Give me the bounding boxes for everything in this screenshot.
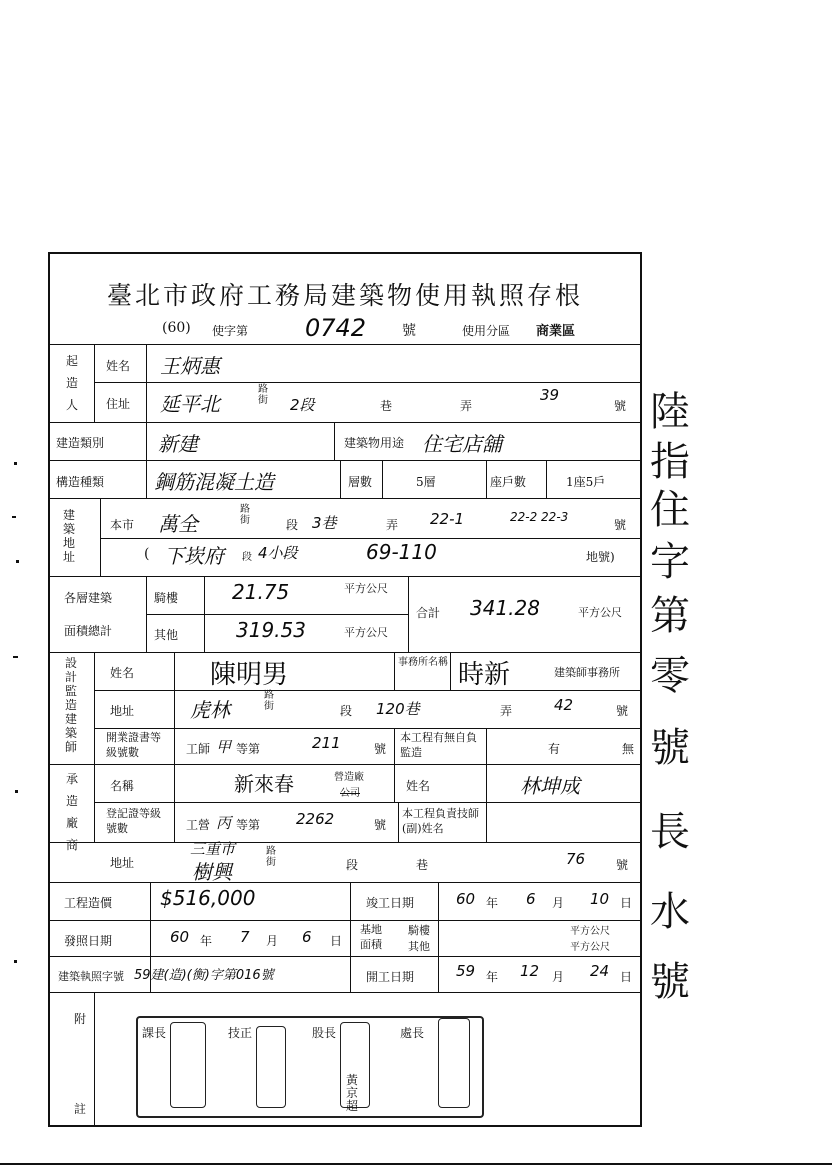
architect-name-value: 陳明男: [210, 660, 289, 690]
use-label: 建築物用途: [344, 436, 405, 450]
seal-stamp: [170, 1022, 206, 1108]
contractor-address-city: 三重市: [190, 840, 236, 858]
rule: [204, 576, 205, 652]
stamp-label-unit-chief: 股長: [312, 1026, 337, 1040]
base-unit-2: 平方公尺: [570, 942, 610, 953]
margin-char: 第: [650, 593, 690, 639]
architect-number: 42: [554, 696, 574, 714]
complete-year: 60: [456, 890, 476, 908]
base-label: 基地面積: [360, 923, 382, 951]
architect-reg-prefix: 工師: [186, 742, 211, 756]
architect-reg-mid: 等第: [236, 742, 261, 756]
rule: [94, 728, 640, 729]
rule: [94, 802, 640, 803]
rule: [50, 652, 640, 653]
units-value: 1座5戶: [566, 475, 606, 489]
rule: [146, 614, 408, 615]
contractor-reg-grade: 丙: [216, 814, 232, 832]
contractor-name-label: 名稱: [110, 779, 135, 793]
rule: [486, 764, 487, 802]
margin-char: 住: [650, 487, 690, 533]
site-land-prefix: (: [144, 546, 150, 562]
scan-speck: [13, 656, 18, 658]
site-road-label: 路街: [240, 504, 250, 526]
applicant-number-label: 號: [614, 399, 627, 413]
start-month: 12: [520, 962, 540, 980]
contractor-address-label: 地址: [110, 856, 135, 870]
rule: [146, 576, 147, 652]
contractor-reg-mid: 等第: [236, 818, 261, 832]
start-year-char: 年: [486, 970, 499, 984]
site-land-number-label: 地號): [586, 550, 615, 564]
rule: [94, 690, 640, 691]
margin-char: 水: [650, 889, 690, 935]
rule: [334, 422, 335, 460]
area-group-label-2: 面積總計: [64, 624, 113, 638]
contractor-name-suffix-2: 公司: [340, 788, 360, 799]
applicant-number: 39: [540, 386, 560, 404]
issue-year: 60: [170, 928, 190, 946]
applicant-duan: 2段: [290, 396, 315, 414]
issue-year-char: 年: [200, 934, 213, 948]
architect-reg-number: 211: [312, 734, 341, 752]
category-value: 新建: [158, 432, 198, 456]
rule: [174, 652, 175, 842]
applicant-name-label: 姓名: [106, 359, 131, 373]
structure-label: 構造種類: [56, 475, 105, 489]
architect-office-label: 事務所名稱: [398, 657, 448, 668]
contractor-person-label: 姓名: [406, 779, 431, 793]
applicant-road-label: 路街: [258, 384, 268, 406]
contractor-group-label: 承造廠商: [65, 772, 78, 852]
rule: [50, 576, 640, 577]
site-land-area: 下崁府: [164, 544, 224, 568]
seal-stamp: [256, 1026, 286, 1108]
rule: [146, 344, 147, 422]
applicant-alley: 弄: [460, 399, 473, 413]
zone-label: 使用分區: [462, 324, 511, 338]
contractor-name-suffix: 營造廠: [334, 772, 364, 783]
site-land-subduan: 4小段: [258, 544, 298, 562]
base-unit-1: 平方公尺: [570, 926, 610, 937]
rule: [394, 652, 395, 690]
issue-day-char: 日: [330, 934, 343, 948]
page-bottom-edge: [0, 1163, 832, 1165]
rule: [486, 460, 487, 498]
issue-month: 7: [240, 928, 250, 946]
issue-label: 發照日期: [64, 934, 113, 948]
architect-office-value: 時新: [458, 660, 511, 690]
area-other-unit: 平方公尺: [344, 626, 388, 639]
margin-char: 陸: [650, 389, 690, 435]
issue-day: 6: [302, 928, 312, 946]
architect-address-label: 地址: [110, 704, 135, 718]
contractor-tech-label: 本工程負責技師(副)姓名: [402, 807, 479, 835]
rule: [50, 882, 640, 883]
contractor-person-value: 林坤成: [520, 774, 580, 798]
architect-supervise-label: 本工程有無自負監造: [400, 731, 477, 759]
architect-group-label: 設計監造建築師: [64, 656, 77, 754]
rule: [50, 920, 640, 921]
rule: [94, 382, 640, 383]
cost-label: 工程造價: [64, 896, 113, 910]
rule: [546, 460, 547, 498]
contractor-number-label: 號: [616, 858, 629, 872]
rule: [486, 728, 487, 764]
rule: [94, 652, 95, 842]
architect-reg-label: 開業證書等級號數: [106, 731, 161, 759]
contractor-duan: 段: [346, 858, 359, 872]
rule: [50, 956, 640, 957]
area-total-value: 341.28: [470, 596, 540, 620]
rule: [438, 882, 439, 992]
site-number-2: 22-2 22-3: [510, 510, 569, 524]
architect-number-label: 號: [616, 704, 629, 718]
permit-ref-label: 建築執照字號: [58, 970, 124, 983]
architect-reg-grade: 甲: [216, 738, 232, 756]
scan-speck: [14, 960, 17, 963]
category-label: 建造類別: [56, 436, 105, 450]
stamp-label-technician: 技正: [228, 1026, 253, 1040]
rule: [486, 802, 487, 842]
permit-year: (60): [162, 320, 191, 336]
site-land-duan: 段: [242, 552, 252, 563]
margin-char: 長: [650, 809, 690, 855]
floors-label: 層數: [348, 475, 373, 489]
rule: [408, 576, 409, 652]
site-number-label: 號: [614, 518, 627, 532]
architect-alley: 弄: [500, 704, 513, 718]
architect-office-suffix: 建築師事務所: [554, 666, 620, 679]
area-arcade-value: 21.75: [232, 580, 290, 604]
permit-number: 0742: [305, 314, 367, 342]
applicant-address-value: 延平北: [160, 392, 220, 416]
scan-speck: [14, 462, 17, 465]
rule: [450, 652, 451, 690]
seal-stamp: [438, 1018, 470, 1108]
margin-char: 字: [650, 539, 690, 585]
margin-char: 號: [650, 959, 690, 1005]
architect-lane: 120巷: [376, 700, 420, 718]
scan-speck: [16, 560, 19, 563]
site-alley: 弄: [386, 518, 399, 532]
complete-day: 10: [590, 890, 610, 908]
area-other-value: 319.53: [236, 618, 306, 642]
applicant-address-label: 住址: [106, 397, 131, 411]
applicant-name-value: 王炳惠: [160, 354, 220, 378]
contractor-reg-prefix: 工營: [186, 818, 211, 832]
rule: [100, 538, 640, 539]
architect-road-label: 路街: [264, 690, 274, 712]
use-value: 住宅店舖: [422, 432, 502, 456]
site-city: 本市: [110, 518, 135, 532]
cost-value: $516,000: [160, 886, 256, 910]
complete-day-char: 日: [620, 896, 633, 910]
start-day: 24: [590, 962, 610, 980]
complete-month-char: 月: [552, 896, 565, 910]
architect-address-value: 虎林: [190, 698, 230, 722]
architect-supervise-no: 無: [622, 742, 635, 756]
contractor-road-label: 路街: [266, 846, 276, 868]
site-group-label: 建築地址: [62, 508, 75, 564]
permit-suffix: 號: [402, 323, 416, 339]
complete-label: 竣工日期: [366, 896, 415, 910]
site-number-1: 22-1: [430, 510, 465, 528]
architect-supervise-yes: 有: [548, 742, 561, 756]
rule: [146, 422, 147, 498]
area-total-unit: 平方公尺: [578, 606, 622, 619]
rule: [394, 728, 395, 764]
scan-speck: [12, 516, 16, 518]
applicant-group-label: 起造人: [65, 354, 78, 412]
applicant-lane: 巷: [380, 399, 393, 413]
start-month-char: 月: [552, 970, 565, 984]
rule: [100, 498, 101, 576]
rule: [50, 344, 640, 345]
rule: [50, 992, 640, 993]
site-land-number: 69-110: [366, 540, 437, 564]
start-day-char: 日: [620, 970, 633, 984]
rule: [394, 764, 395, 802]
rule: [382, 460, 383, 498]
structure-value: 鋼筋混凝土造: [154, 470, 274, 494]
rule: [350, 882, 351, 992]
rule: [94, 344, 95, 422]
margin-char: 號: [650, 725, 690, 771]
start-label: 開工日期: [366, 970, 415, 984]
rule: [94, 992, 95, 1127]
form-title: 臺北市政府工務局建築物使用執照存根: [106, 281, 583, 310]
area-arcade-unit: 平方公尺: [344, 582, 388, 595]
rule: [50, 764, 640, 765]
margin-char: 零: [650, 653, 690, 699]
contractor-name-value: 新來春: [234, 772, 294, 796]
start-year: 59: [456, 962, 476, 980]
area-group-label-1: 各層建築: [64, 591, 113, 605]
permit-ref-value: 59建(造)(衡)字第016號: [134, 968, 274, 983]
floors-value: 5層: [416, 475, 436, 489]
architect-name-label: 姓名: [110, 666, 135, 680]
notes-label-bottom: 註: [74, 1102, 87, 1116]
margin-char: 指: [650, 439, 690, 485]
contractor-reg-suffix: 號: [374, 818, 387, 832]
contractor-reg-label: 登記證等級號數: [106, 807, 161, 835]
permit-prefix: 使字第: [212, 324, 249, 338]
units-label: 座戶數: [490, 475, 527, 489]
complete-month: 6: [526, 890, 536, 908]
contractor-number: 76: [566, 850, 586, 868]
stamp-label-section-chief: 課長: [142, 1026, 167, 1040]
chief-name: 黃京超: [346, 1073, 359, 1113]
rule: [50, 422, 640, 423]
permit-form: [48, 252, 642, 1127]
site-duan: 段: [286, 518, 299, 532]
base-other: 其他: [408, 940, 430, 953]
architect-reg-suffix: 號: [374, 742, 387, 756]
area-other-label: 其他: [154, 628, 179, 642]
notes-label-top: 附: [74, 1012, 87, 1026]
rule: [50, 842, 640, 843]
base-arcade: 騎樓: [408, 924, 430, 937]
stamp-label-director: 處長: [400, 1026, 425, 1040]
contractor-address-road-value: 樹興: [192, 860, 232, 884]
contractor-lane: 巷: [416, 858, 429, 872]
site-lane: 3巷: [312, 514, 337, 532]
rule: [340, 460, 341, 498]
scan-speck: [15, 790, 18, 793]
rule: [398, 802, 399, 842]
complete-year-char: 年: [486, 896, 499, 910]
issue-month-char: 月: [266, 934, 279, 948]
contractor-reg-number: 2262: [296, 810, 335, 828]
rule: [50, 460, 640, 461]
area-arcade-label: 騎樓: [154, 591, 179, 605]
site-district: 萬全: [158, 512, 198, 536]
area-total-label: 合計: [416, 606, 441, 620]
architect-duan: 段: [340, 704, 353, 718]
rule: [50, 498, 640, 499]
zone-value: 商業區: [536, 324, 576, 339]
